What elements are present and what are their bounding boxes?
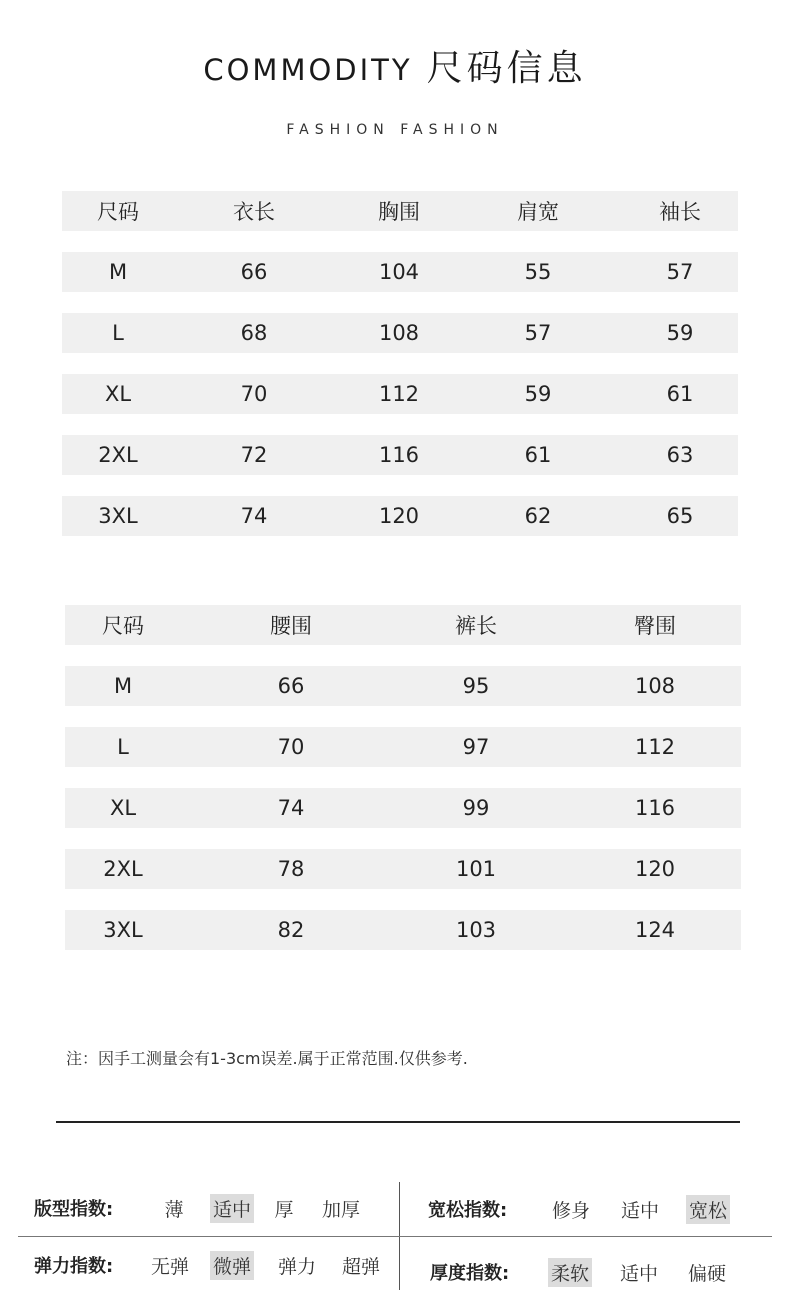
column-header: 衣长 [233,200,275,224]
table-cell: M [108,260,128,284]
table-row [62,374,738,414]
divider-line [56,1121,740,1123]
table-header-row [65,605,741,645]
table-cell: 62 [524,504,552,528]
fit-option: 薄 [164,1199,184,1221]
fit-option: 厚 [274,1199,294,1221]
page-title [0,40,790,91]
column-header: 肩宽 [517,200,559,224]
thickness-option: 适中 [619,1263,658,1285]
table-cell: 120 [634,857,676,881]
table-cell: 57 [524,321,552,345]
table-row [65,910,741,950]
table-cell: 2XL [103,857,143,881]
column-header: 臀围 [634,614,676,638]
elasticity-option: 弹力 [277,1256,316,1278]
looseness-index-label: 宽松指数: [428,1200,508,1221]
page-subtitle: FASHION FASHION [286,122,504,138]
column-header: 袖长 [659,200,701,224]
table-cell: 61 [666,382,694,406]
table-cell: 103 [455,918,497,942]
looseness-option: 适中 [620,1200,659,1222]
table-cell: 97 [462,735,490,759]
table-cell: 59 [524,382,552,406]
table-cell: 95 [462,674,490,698]
thickness-index-label: 厚度指数: [430,1263,510,1284]
table-cell: L [117,735,129,759]
fit-option: 加厚 [321,1199,360,1221]
table-cell: 74 [240,504,268,528]
elasticity-option: 超弹 [341,1256,380,1278]
table-row [65,849,741,889]
table-cell: 120 [378,504,420,528]
table-cell: 3XL [98,504,138,528]
table-cell: 61 [524,443,552,467]
column-header: 胸围 [378,200,420,224]
thickness-option: 柔软 [548,1258,592,1287]
table-cell: XL [109,796,137,820]
column-header: 裤长 [455,614,497,638]
table-cell: 63 [666,443,694,467]
table-row [62,252,738,292]
table-cell: 74 [277,796,305,820]
table-row [62,496,738,536]
table-cell: 55 [524,260,552,284]
table-row [62,313,738,353]
table-cell: 108 [634,674,676,698]
table-row [62,435,738,475]
table-cell: 112 [634,735,676,759]
table-cell: 112 [378,382,420,406]
table-cell: 104 [378,260,420,284]
table-header-row [62,191,738,231]
table-cell: 78 [277,857,305,881]
table-cell: 82 [277,918,305,942]
elasticity-option: 微弹 [210,1251,254,1280]
elasticity-option: 无弹 [150,1256,189,1278]
column-header: 腰围 [270,614,312,638]
table-cell: 124 [634,918,676,942]
table-row [65,788,741,828]
table-cell: 3XL [103,918,143,942]
table-cell: 59 [666,321,694,345]
table-cell: M [113,674,133,698]
table-cell: 2XL [98,443,138,467]
table-cell: 108 [378,321,420,345]
elasticity-index-label: 弹力指数: [34,1256,114,1277]
title-chinese: 尺码信息 [426,48,587,89]
table-cell: 99 [462,796,490,820]
column-header: 尺码 [97,200,139,224]
index-horizontal-divider [18,1236,772,1237]
table-cell: 57 [666,260,694,284]
table-cell: 116 [634,796,676,820]
table-cell: L [112,321,124,345]
fit-option: 适中 [210,1194,254,1223]
thickness-option: 偏硬 [687,1263,726,1285]
table-cell: 101 [455,857,497,881]
table-cell: 66 [277,674,305,698]
looseness-option: 修身 [551,1200,590,1222]
table-cell: 116 [378,443,420,467]
table-cell: 70 [240,382,268,406]
table-row [65,666,741,706]
table-cell: 65 [666,504,694,528]
column-header: 尺码 [102,614,144,638]
table-cell: 68 [240,321,268,345]
fit-index-label: 版型指数: [34,1199,114,1220]
title-english: COMMODITY [203,53,413,87]
table-cell: 70 [277,735,305,759]
table-cell: 72 [240,443,268,467]
table-cell: 66 [240,260,268,284]
measurement-note: 注：因手工测量会有1-3cm误差.属于正常范围.仅供参考. [66,1049,468,1068]
table-cell: XL [104,382,132,406]
looseness-option: 宽松 [686,1195,730,1224]
table-row [65,727,741,767]
